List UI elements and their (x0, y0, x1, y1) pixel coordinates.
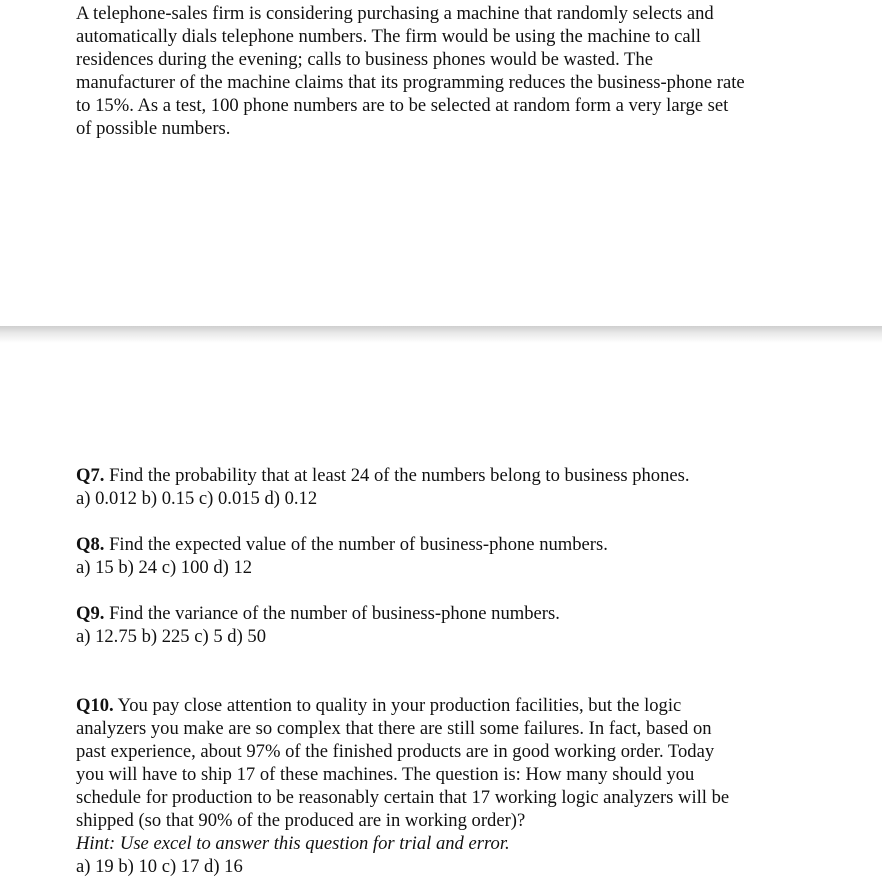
intro-paragraph (76, 2, 866, 140)
question-7-text: Find the probability that at least 24 of the numbers belong to business phones. (104, 465, 690, 486)
question-9-number: Q9. (76, 603, 105, 624)
question-8-number: Q8. (76, 534, 105, 555)
intro-line: automatically dials telephone numbers. The firm would be using the machine to call (76, 26, 701, 47)
intro-line: residences during the evening; calls to business phones would be wasted. The (76, 49, 653, 70)
question-8-text: Find the expected value of the number of business-phone numbers. (104, 534, 608, 555)
question-7-options: a) 0.012 b) 0.15 c) 0.015 d) 0.12 (76, 488, 318, 509)
question-10-line: past experience, about 97% of the finished products are in good working order. Today (76, 741, 715, 762)
question-9 (76, 602, 560, 648)
intro-line: of possible numbers. (76, 118, 231, 139)
question-10-hint: Hint: Use excel to answer this question for trial and error. (76, 833, 510, 854)
intro-line: to 15%. As a test, 100 phone numbers are to be selected at random form a very large set (76, 95, 729, 116)
question-9-prompt (76, 602, 560, 625)
question-10-line: schedule for production to be reasonably certain that 17 working logic analyzers will be (76, 787, 730, 808)
question-9-text: Find the variance of the number of business-phone numbers. (104, 603, 560, 624)
question-7 (76, 464, 690, 510)
intro-line: A telephone-sales firm is considering purchasing a machine that randomly selects and (76, 3, 714, 24)
question-8-prompt (76, 533, 608, 556)
question-9-options: a) 12.75 b) 225 c) 5 d) 50 (76, 626, 267, 647)
question-7-prompt (76, 464, 690, 487)
question-10-text: You pay close attention to quality in your production facilities, but the logic (113, 695, 682, 716)
question-10-number: Q10. (76, 695, 114, 716)
question-8-options: a) 15 b) 24 c) 100 d) 12 (76, 557, 253, 578)
question-8 (76, 533, 608, 579)
page-divider (0, 326, 882, 343)
question-7-number: Q7. (76, 465, 105, 486)
intro-line: manufacturer of the machine claims that its programming reduces the business-phone rate (76, 72, 745, 93)
question-10-options: a) 19 b) 10 c) 17 d) 16 (76, 856, 243, 877)
question-10-prompt (76, 694, 729, 717)
question-10-line: analyzers you make are so complex that there are still some failures. In fact, based on (76, 718, 712, 739)
question-10-line: you will have to ship 17 of these machines. The question is: How many should you (76, 764, 695, 785)
question-10-line: shipped (so that 90% of the produced are in working order)? (76, 810, 526, 831)
question-10 (76, 694, 729, 878)
